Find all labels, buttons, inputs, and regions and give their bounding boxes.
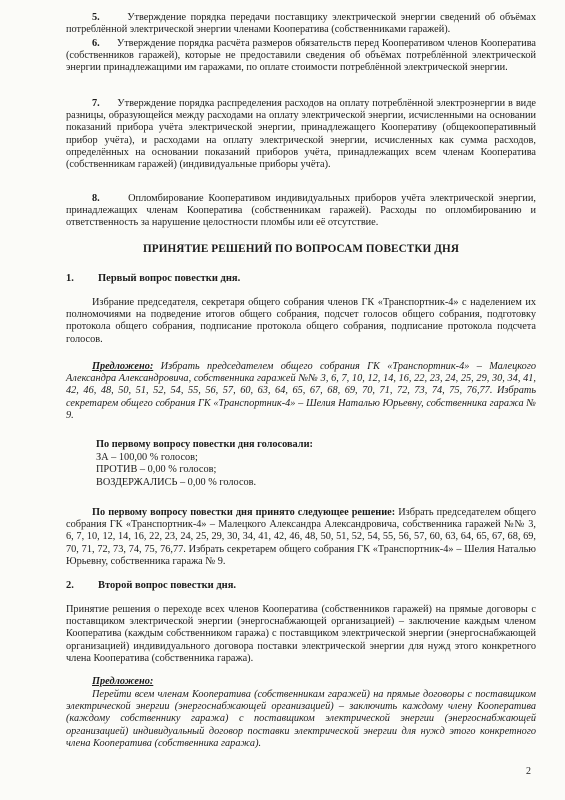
question-1-title: 1. Первый вопрос повестки дня.	[66, 273, 241, 284]
question-1-body: Избрание председателя, секретаря общего собрания членов ГК «Транспортник-4» с наделением их полномочиями на подведение итогов общего собрания, подсчет голосов общего собрания, подготовку протокола общего собрания, подписание протокола общего собрания, подписание протокола подсчета голосов.	[66, 297, 536, 345]
question-2-body: Принятие решения о переходе всех членов Кооператива (собственников гаражей) на прямые договоры с поставщиком электрической энергии (энергоснабжающей организацией) – заключение каждым членом Кооператива (каждым собственником гаража) с поставщиком электрической энергии (энергоснабжающей организацией) индивидуального договора поставки электрической энергии для нужд этого конкретного члена Кооператива (собственника гаража).	[66, 604, 536, 664]
question-1-proposal: Предложено: Избрать председателем общего собрания ГК «Транспортник-4» – Малецкого Александра Александровича, собственника гаражей №№ 3, 6, 7, 10, 12, 14, 16, 22, 23, 24, 25, 29, 30, 34, 41, 42, 46, 48, 50, 51, 52, 54, 55, 56, 57, 60, 63, 64, 65, 67, 68, 69, 70, 71, 72, 73, 74, 75, 76,77. Избрать секретарем общего собрания ГК «Транспортник-4» – Шелия Наталью Юрьевну, собственника гаража № 9.	[66, 361, 536, 421]
vote-against: ПРОТИВ – 0,00 % голосов;	[96, 464, 217, 476]
vote-for: ЗА – 100,00 % голосов;	[96, 451, 198, 463]
agenda-item-8: 8. Опломбирование Кооперативом индивидуальных приборов учёта электрической энергии, принадлежащих членам Кооператива (собственникам гаражей). Расходы по опломбированию и ответственность за нарушение целостности пломбы или её отсутствие.	[66, 193, 536, 229]
page-number: 2	[526, 766, 531, 777]
question-1-decision: По первому вопросу повестки дня принято следующее решение: Избрать председателем общего собрания ГК «Транспортник-4» – Малецкого Александра Александровича, собственника гаражей №№ 3, 6, 7, 10, 12, 14, 16, 22, 23, 24, 25, 29, 30, 34, 41, 42, 46, 48, 50, 51, 52, 54, 55, 56, 57, 60, 63, 64, 65, 67, 68, 69, 70, 71, 72, 73, 74, 75, 76,77. Избрать секретарем общего собрания ГК «Транспортник-4» – Шелия Наталью Юрьевну, собственника гаража № 9.	[66, 507, 536, 567]
agenda-item-5: 5. Утверждение порядка передачи поставщику электрической энергии сведений об объёмах потреблённой электрической энергии членами Кооператива (собственниками гаражей).	[66, 12, 537, 36]
vote-title: По первому вопросу повестки дня голосовали:	[96, 439, 313, 450]
question-1-vote	[96, 439, 313, 489]
question-2-title: 2. Второй вопрос повестки дня.	[66, 580, 237, 591]
question-2-proposal: Перейти всем членам Кооператива (собственникам гаражей) на прямые договоры с поставщиком электрической энергии (энергоснабжающей организацией) – заключить каждому члену Кооператива (каждому собственнику гаража) с поставщиком электрической энергии (энергоснабжающей организацией) индивидуальный договор поставки электрической энергии для нужд этого конкретного члена Кооператива (собственника гаража).	[66, 689, 536, 749]
question-2-proposal-label: Предложено:	[92, 676, 154, 687]
agenda-item-6: 6. Утверждение порядка расчёта размеров обязательств перед Кооперативом членов Кооператива (собственников гаражей), которые не предоставили сведения об объёмах потреблённой электрической энергии принадлежащими им гаражами, по оплате стоимости потреблённой электрической энергии.	[66, 38, 536, 74]
vote-abstain: ВОЗДЕРЖАЛИСЬ – 0,00 % голосов.	[96, 476, 257, 488]
section-heading: ПРИНЯТИЕ РЕШЕНИЙ ПО ВОПРОСАМ ПОВЕСТКИ ДНЯ	[142, 243, 460, 255]
agenda-item-7: 7. Утверждение порядка распределения расходов на оплату потреблённой электроэнергии в виде разницы, образующейся между расходами на оплату электрической энергии, исчисленными на основании показаний прибора учёта электрической энергии, принадлежащего Кооперативу (общекооперативный прибор учёта), и расходами на оплату электрической энергии, исчисленных как сумма расходов, определённых на основании показаний приборов учёта, принадлежащих всем членам Кооператива (собственникам гаражей) (индивидуальные приборы учёта).	[66, 98, 536, 171]
